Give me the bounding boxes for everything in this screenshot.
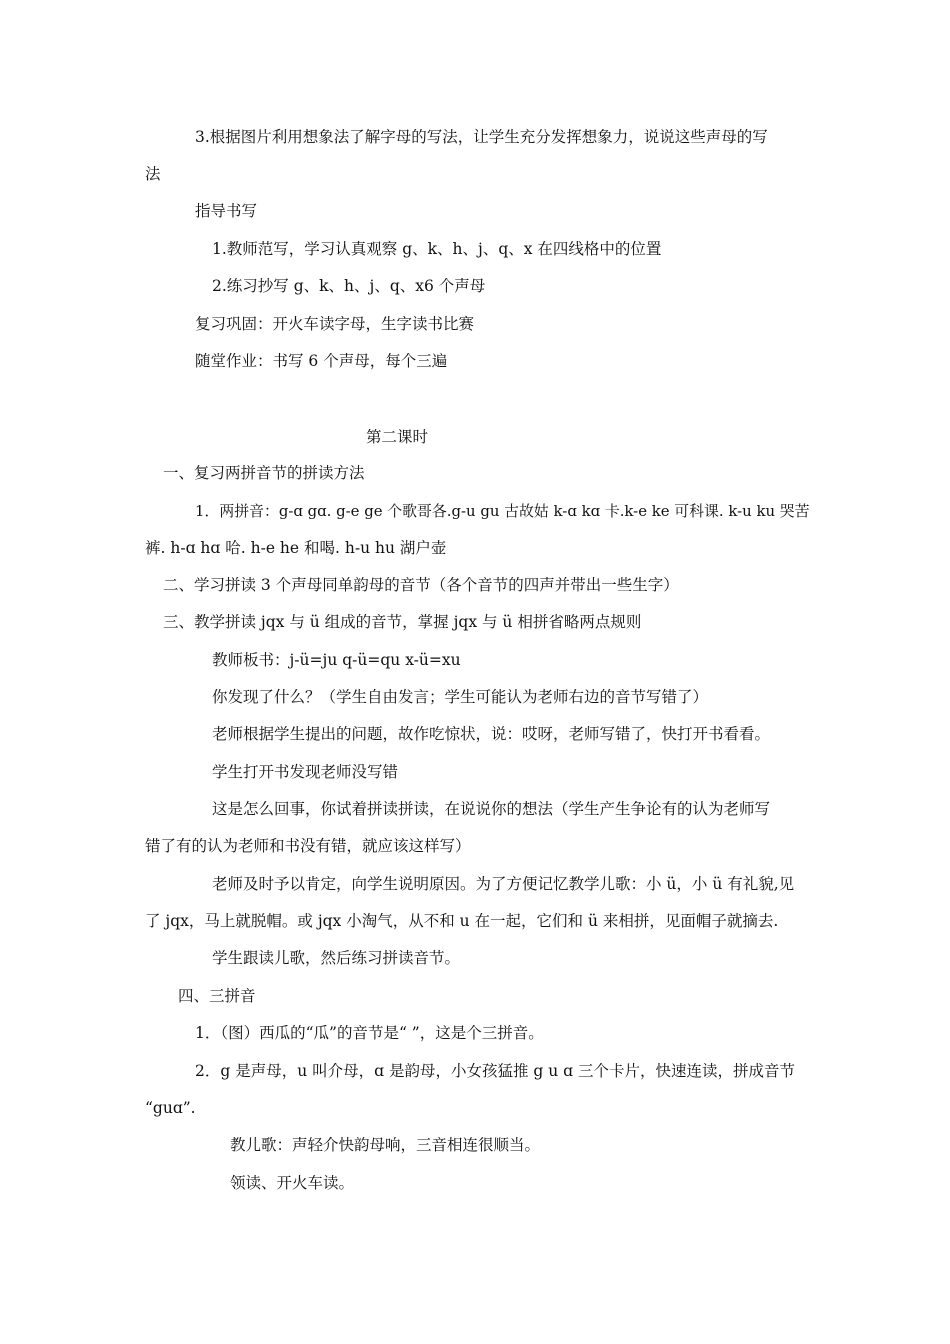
text-line: 法: [145, 165, 161, 183]
text-line: 老师及时予以肯定，向学生说明原因。为了方便记忆教学儿歌：小 ü，小 ü 有礼貌,见: [212, 875, 795, 893]
text-line: 学生打开书发现老师没写错: [212, 763, 399, 781]
text-line: 学生跟读儿歌，然后练习拼读音节。: [212, 949, 461, 967]
text-line: 了 jqx，马上就脱帽。或 jqx 小淘气，从不和 u 在一起，它们和 ü 来相拼，见面帽子就摘去.: [145, 912, 779, 930]
text-line: 教儿歌：声轻介快韵母响，三音相连很顺当。: [230, 1136, 541, 1154]
text-line: 1．两拼音：g-ɑ gɑ. g-e ge 个歌哥各.g-u gu 古故姑 k-ɑ kɑ 卡.k-e ke 可科课. k-u ku 哭苦: [195, 502, 810, 520]
heading-line: 四、三拼音: [178, 987, 256, 1005]
text-line: 领读、开火车读。: [230, 1174, 355, 1192]
text-line: 1.教师范写，学习认真观察 g、k、h、j、q、x 在四线格中的位置: [212, 240, 662, 258]
text-line: 2.练习抄写 g、k、h、j、q、x6 个声母: [212, 277, 486, 295]
text-line: 指导书写: [195, 202, 258, 220]
text-line: 老师根据学生提出的问题，故作吃惊状，说：哎呀，老师写错了，快打开书看看。: [212, 725, 771, 743]
text-line: 1．（图）西瓜的“瓜”的音节是“ ”，这是个三拼音。: [195, 1024, 544, 1042]
text-line: 你发现了什么？（学生自由发言；学生可能认为老师右边的音节写错了）: [212, 688, 709, 706]
text-line: “guɑ”.: [145, 1099, 196, 1117]
text-line: 教师板书：j-ü=ju q-ü=qu x-ü=xu: [212, 651, 461, 669]
text-line: 3.根据图片利用想象法了解字母的写法，让学生充分发挥想象力，说说这些声母的写: [195, 128, 768, 146]
heading-line: 三、教学拼读 jqx 与 ü 组成的音节，掌握 jqx 与 ü 相拼省略两点规则: [163, 613, 642, 631]
text-line: 2．g 是声母，u 叫介母，ɑ 是韵母，小女孩猛推 g u ɑ 三个卡片，快速连读，拼成音节: [195, 1062, 796, 1080]
text-line: 这是怎么回事，你试着拼读拼读，在说说你的想法（学生产生争论有的认为老师写: [212, 800, 771, 818]
text-line: 裤. h-ɑ hɑ 哈. h-e he 和喝. h-u hu 湖户壶: [145, 539, 447, 557]
text-line: 错了有的认为老师和书没有错，就应该这样写）: [145, 837, 471, 855]
text-line: 随堂作业：书写 6 个声母，每个三遍: [195, 352, 448, 370]
heading-line: 一、复习两拼音节的拼读方法: [163, 464, 365, 482]
section-title: 第二课时: [366, 428, 429, 446]
heading-line: 二、学习拼读 3 个声母同单韵母的音节（各个音节的四声并带出一些生字）: [163, 576, 679, 594]
text-line: 复习巩固：开火车读字母，生字读书比赛: [195, 315, 475, 333]
